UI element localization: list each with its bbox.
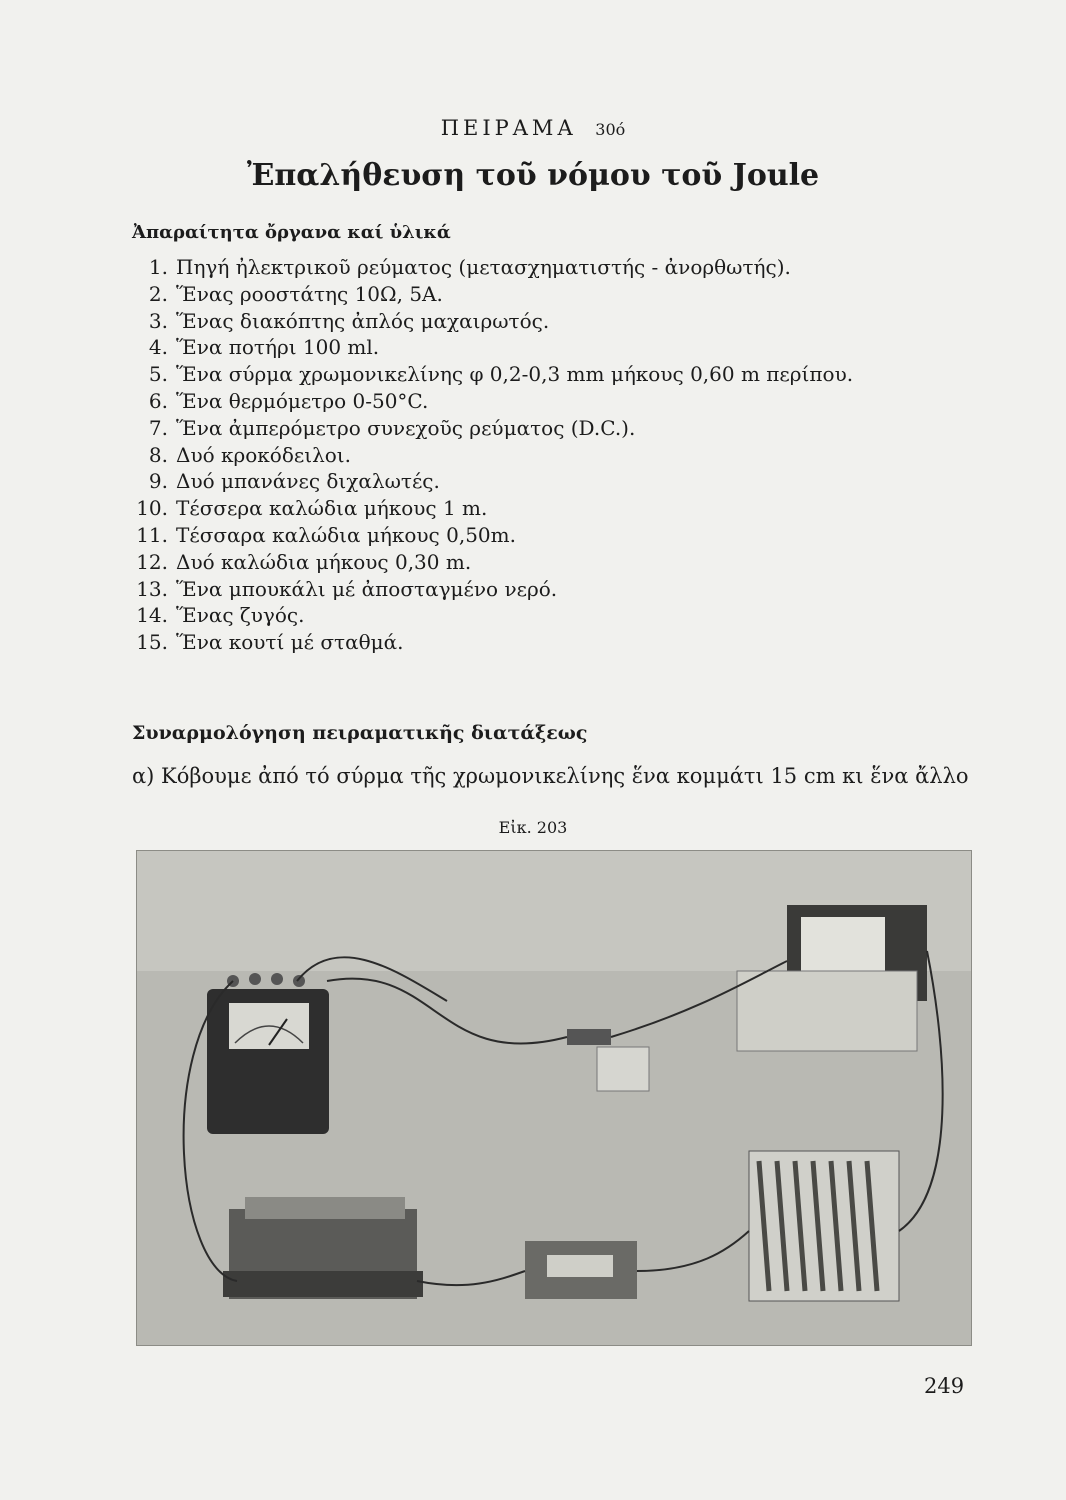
list-item: 4. Ἕνα ποτήρι 100 ml. xyxy=(148,335,380,360)
apparatus-photo xyxy=(136,850,972,1346)
ammeter-icon xyxy=(207,973,329,1134)
list-item: 3. Ἕνας διακόπτης ἀπλός μαχαιρωτός. xyxy=(148,308,550,333)
crocodile-clip-icon xyxy=(567,1029,611,1045)
figure-caption: Εἰκ. 203 xyxy=(498,818,568,837)
list-item: 11. Τέσσαρα καλώδια μήκους 0,50m. xyxy=(136,522,516,547)
list-item: 2. Ἕνας ροοστάτης 10Ω, 5Α. xyxy=(148,281,443,306)
list-item: 1. Πηγή ἠλεκτρικοῦ ρεύματος (μετασχηματιστής - ἀνορθωτής). xyxy=(148,255,791,279)
list-item: 5. Ἕνα σύρμα χρωμονικελίνης φ 0,2-0,3 mm μήκους 0,60 m περίπου. xyxy=(148,362,854,387)
assembly-heading: Συναρμολόγηση πειραματικῆς διατάξεως xyxy=(132,722,588,744)
list-item: 10. Τέσσερα καλώδια μήκους 1 m. xyxy=(136,496,488,521)
list-item: 12. Δυό καλώδια μήκους 0,30 m. xyxy=(136,549,472,574)
list-item: 9. Δυό μπανάνες διχαλωτές. xyxy=(148,469,440,494)
knife-switch-icon xyxy=(525,1241,637,1299)
apparatus-illustration xyxy=(137,851,971,1345)
list-item: 7. Ἕνα ἀμπερόμετρο συνεχοῦς ρεύματος (D.C.). xyxy=(148,415,636,440)
experiment-label: ΠΕΙΡΑΜΑ xyxy=(440,116,577,140)
beaker-icon xyxy=(749,1151,899,1301)
list-item: 6. Ἕνα θερμόμετρο 0-50°C. xyxy=(148,388,429,413)
page-number: 249 xyxy=(924,1374,965,1398)
list-item: 8. Δυό κροκόδειλοι. xyxy=(148,442,351,467)
materials-heading: Ἀπαραίτητα ὄργανα καί ὑλικά xyxy=(132,222,451,243)
materials-list xyxy=(132,254,853,656)
list-item: 14. Ἕνας ζυγός. xyxy=(136,603,305,628)
assembly-step-a: α) Κόβουμε ἀπό τό σύρμα τῆς χρωμονικελίνης ἕνα κομμάτι 15 cm κι ἕνα ἄλλο xyxy=(132,764,969,788)
rheostat-icon xyxy=(223,1197,423,1299)
experiment-number: 30ό xyxy=(595,120,626,139)
list-item: 15. Ἕνα κουτί μέ σταθμά. xyxy=(136,630,404,655)
page-title: Ἐπαλήθευση τοῦ νόμου τοῦ Joule xyxy=(246,158,820,193)
list-item: 13. Ἕνα μπουκάλι μέ ἀποσταγμένο νερό. xyxy=(136,576,558,601)
experiment-heading xyxy=(0,116,1066,140)
